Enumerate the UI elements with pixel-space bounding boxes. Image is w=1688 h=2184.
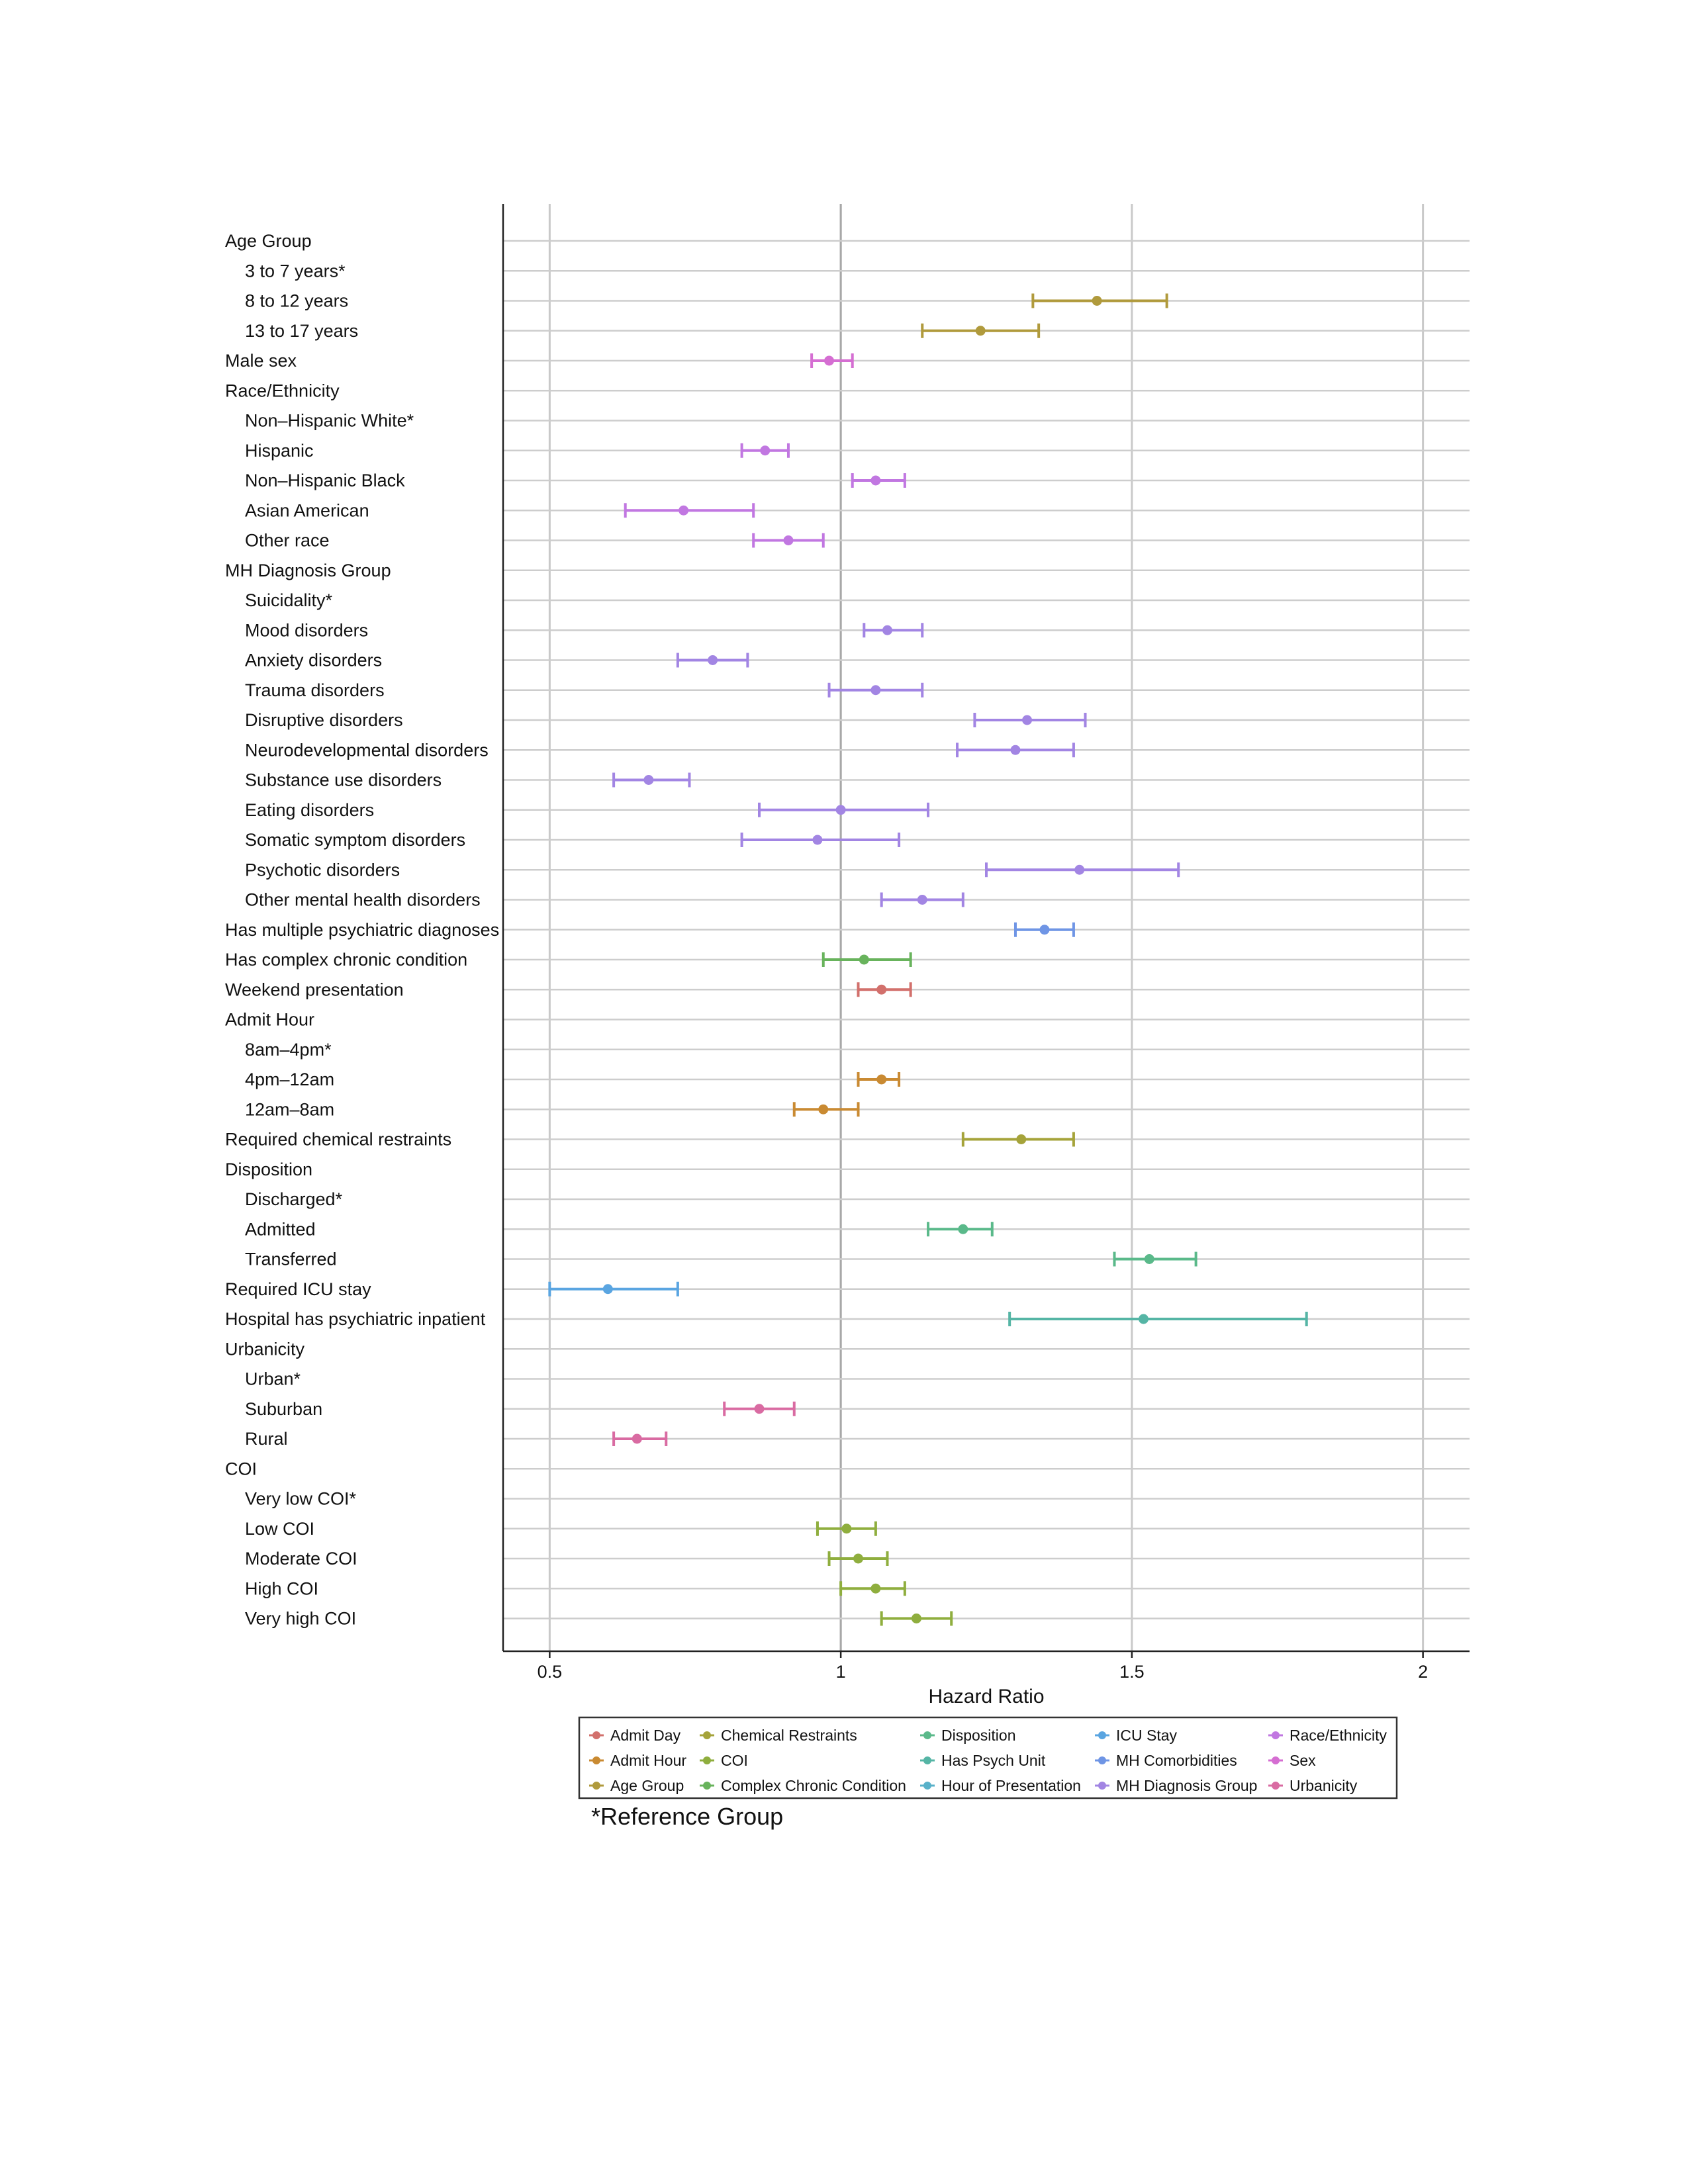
row-label-substance-use-disorders: Substance use disorders xyxy=(245,770,442,790)
point-estimate xyxy=(632,1434,642,1444)
row-label-transferred: Transferred xyxy=(245,1249,337,1269)
row-label-asian-american: Asian American xyxy=(245,500,369,521)
row-label-admitted: Admitted xyxy=(245,1219,316,1240)
row-label-psychotic-disorders: Psychotic disorders xyxy=(245,860,400,880)
point-estimate xyxy=(812,835,822,845)
row-label-race-ethnicity: Race/Ethnicity xyxy=(225,381,340,401)
point-estimate xyxy=(643,775,653,785)
estimate-disruptive-disorders xyxy=(974,713,1085,727)
estimate-non-hispanic-black xyxy=(853,473,905,488)
x-tick-label: 1 xyxy=(835,1662,846,1682)
point-estimate xyxy=(1010,745,1020,755)
estimate-substance-use-disorders xyxy=(614,773,689,788)
estimate-psychotic-disorders xyxy=(986,862,1178,877)
row-label-coi: COI xyxy=(225,1459,258,1479)
row-label-eating-disorders: Eating disorders xyxy=(245,799,375,820)
estimate-trauma-disorders xyxy=(829,683,923,698)
row-label-moderate-coi: Moderate COI xyxy=(245,1549,357,1569)
row-label-very-high-coi: Very high COI xyxy=(245,1608,357,1629)
row-label-age-group: Age Group xyxy=(225,231,312,251)
row-label-urbanicity: Urbanicity xyxy=(225,1339,305,1359)
legend-label: MH Diagnosis Group xyxy=(1116,1777,1258,1794)
grid-lines xyxy=(503,204,1470,1651)
legend xyxy=(579,1717,1397,1798)
legend-label: ICU Stay xyxy=(1116,1727,1178,1744)
row-labels xyxy=(225,231,499,1629)
legend-swatch-dot xyxy=(1098,1756,1106,1764)
legend-swatch-dot xyxy=(923,1731,931,1739)
legend-swatch-dot xyxy=(923,1782,931,1790)
point-estimate xyxy=(836,805,846,815)
estimate-admitted xyxy=(928,1222,992,1236)
point-estimate xyxy=(1039,925,1049,934)
point-estimate xyxy=(876,985,886,995)
point-estimate xyxy=(1092,296,1102,306)
row-label-anxiety-disorders: Anxiety disorders xyxy=(245,650,383,670)
point-estimate xyxy=(783,535,793,545)
estimate-8-to-12-years xyxy=(1033,294,1166,308)
legend-label: Complex Chronic Condition xyxy=(721,1777,906,1794)
row-label-has-complex-chronic-condition: Has complex chronic condition xyxy=(225,950,468,970)
point-estimate xyxy=(841,1524,851,1533)
legend-item-mh-comorbidities xyxy=(1095,1752,1237,1769)
point-estimate xyxy=(870,685,880,695)
row-label-8-to-12-years: 8 to 12 years xyxy=(245,291,349,311)
estimate-moderate-coi xyxy=(829,1551,888,1566)
x-tick-label: 0.5 xyxy=(537,1662,563,1682)
row-label-urban: Urban* xyxy=(245,1369,301,1389)
legend-swatch-dot xyxy=(1098,1731,1106,1739)
row-label-disruptive-disorders: Disruptive disorders xyxy=(245,710,403,730)
legend-label: Chemical Restraints xyxy=(721,1727,857,1744)
point-estimate xyxy=(882,625,892,635)
point-estimate xyxy=(870,476,880,486)
row-label-suburban: Suburban xyxy=(245,1398,323,1419)
estimate-hispanic xyxy=(742,443,788,458)
estimate-high-coi xyxy=(841,1581,905,1596)
point-estimate xyxy=(876,1075,886,1085)
x-tick-label: 2 xyxy=(1418,1662,1429,1682)
row-label-non-hispanic-black: Non–Hispanic Black xyxy=(245,471,405,490)
row-label-other-mental-health-disorders: Other mental health disorders xyxy=(245,889,481,910)
row-label-high-coi: High COI xyxy=(245,1578,319,1599)
legend-label: Urbanicity xyxy=(1289,1777,1358,1794)
estimate-has-complex-chronic-condition xyxy=(823,952,911,967)
x-axis-title: Hazard Ratio xyxy=(928,1686,1045,1707)
row-label-suicidality: Suicidality* xyxy=(245,590,333,610)
estimate-4pm-12am xyxy=(859,1072,900,1087)
row-label-neurodevelopmental-disorders: Neurodevelopmental disorders xyxy=(245,740,489,760)
row-label-12am-8am: 12am–8am xyxy=(245,1099,335,1120)
row-label-hospital-has-psychiatric-inpatient: Hospital has psychiatric inpatient xyxy=(225,1309,486,1329)
legend-swatch-dot xyxy=(592,1731,600,1739)
legend-label: Has Psych Unit xyxy=(941,1752,1046,1769)
point-estimate xyxy=(859,955,869,965)
row-label-non-hispanic-white: Non–Hispanic White* xyxy=(245,410,414,431)
x-tick-label: 1.5 xyxy=(1119,1662,1145,1682)
point-estimate xyxy=(1016,1134,1026,1144)
point-estimate xyxy=(1139,1314,1149,1324)
row-label-required-icu-stay: Required ICU stay xyxy=(225,1279,371,1299)
row-label-has-multiple-psychiatric-diagnoses: Has multiple psychiatric diagnoses xyxy=(225,919,500,940)
estimate-other-race xyxy=(753,533,823,548)
legend-label: Age Group xyxy=(610,1777,684,1794)
legend-label: Sex xyxy=(1289,1752,1316,1769)
row-label-somatic-symptom-disorders: Somatic symptom disorders xyxy=(245,830,466,850)
estimate-weekend-presentation xyxy=(859,982,911,997)
row-label-discharged: Discharged* xyxy=(245,1189,343,1209)
legend-label: Race/Ethnicity xyxy=(1289,1727,1387,1744)
estimate-other-mental-health-disorders xyxy=(882,893,963,907)
row-label-weekend-presentation: Weekend presentation xyxy=(225,979,404,1000)
legend-label: Admit Hour xyxy=(610,1752,687,1769)
estimate-rural xyxy=(614,1432,666,1446)
legend-item-chemical-restraints xyxy=(700,1727,857,1744)
legend-swatch-dot xyxy=(1272,1782,1280,1790)
estimate-required-icu-stay xyxy=(549,1282,677,1297)
legend-swatch-dot xyxy=(1098,1782,1106,1790)
estimate-anxiety-disorders xyxy=(678,653,748,668)
legend-label: Hour of Presentation xyxy=(941,1777,1081,1794)
point-estimate xyxy=(818,1105,828,1115)
estimate-hospital-has-psychiatric-inpatient xyxy=(1009,1312,1307,1326)
row-label-rural: Rural xyxy=(245,1429,288,1449)
legend-swatch-dot xyxy=(703,1782,711,1790)
estimate-12am-8am xyxy=(794,1102,859,1116)
row-label-other-race: Other race xyxy=(245,530,330,551)
estimate-neurodevelopmental-disorders xyxy=(957,743,1074,757)
point-estimate xyxy=(760,445,770,455)
point-estimate xyxy=(912,1614,921,1623)
axes xyxy=(503,204,1470,1682)
row-label-mh-diagnosis-group: MH Diagnosis Group xyxy=(225,560,391,580)
reference-group-footnote: *Reference Group xyxy=(591,1803,784,1830)
point-estimate xyxy=(824,356,834,366)
row-label-admit-hour: Admit Hour xyxy=(225,1009,315,1030)
row-label-disposition: Disposition xyxy=(225,1159,313,1179)
legend-item-complex-chronic-condition xyxy=(700,1777,906,1794)
point-estimate xyxy=(754,1404,764,1414)
point-estimate xyxy=(1074,865,1084,875)
legend-item-hour-of-presentation xyxy=(920,1777,1081,1794)
row-label-male-sex: Male sex xyxy=(225,351,297,371)
row-label-8am-4pm: 8am–4pm* xyxy=(245,1039,332,1060)
point-estimate xyxy=(1145,1254,1154,1264)
estimate-transferred xyxy=(1114,1252,1196,1267)
row-label-very-low-coi: Very low COI* xyxy=(245,1488,357,1509)
estimate-suburban xyxy=(724,1402,794,1416)
point-estimate xyxy=(603,1284,613,1294)
legend-item-mh-diagnosis-group xyxy=(1095,1777,1257,1794)
point-estimate xyxy=(1022,715,1032,725)
row-label-hispanic: Hispanic xyxy=(245,440,314,461)
estimate-low-coi xyxy=(818,1522,876,1536)
point-estimate xyxy=(708,655,718,665)
point-estimate xyxy=(870,1584,880,1594)
estimate-male-sex xyxy=(812,353,853,368)
legend-label: Disposition xyxy=(941,1727,1016,1744)
legend-swatch-dot xyxy=(703,1731,711,1739)
legend-swatch-dot xyxy=(923,1756,931,1764)
estimate-eating-disorders xyxy=(759,803,928,817)
estimate-somatic-symptom-disorders xyxy=(742,833,899,847)
row-label-4pm-12am: 4pm–12am xyxy=(245,1069,335,1089)
row-label-required-chemical-restraints: Required chemical restraints xyxy=(225,1129,452,1150)
legend-swatch-dot xyxy=(1272,1756,1280,1764)
point-estimate xyxy=(917,895,927,905)
row-label-13-to-17-years: 13 to 17 years xyxy=(245,320,359,341)
legend-swatch-dot xyxy=(1272,1731,1280,1739)
legend-label: Admit Day xyxy=(610,1727,681,1744)
point-estimate xyxy=(976,326,986,336)
row-label-low-coi: Low COI xyxy=(245,1518,315,1539)
estimate-has-multiple-psychiatric-diagnoses xyxy=(1015,923,1074,937)
row-label-3-to-7-years: 3 to 7 years* xyxy=(245,261,346,281)
legend-label: MH Comorbidities xyxy=(1116,1752,1237,1769)
row-label-trauma-disorders: Trauma disorders xyxy=(245,680,385,700)
point-estimate xyxy=(853,1554,863,1564)
estimate-required-chemical-restraints xyxy=(963,1132,1074,1147)
estimate-mood-disorders xyxy=(864,623,922,637)
legend-swatch-dot xyxy=(592,1756,600,1764)
legend-swatch-dot xyxy=(703,1756,711,1764)
point-estimate xyxy=(679,506,688,516)
row-label-mood-disorders: Mood disorders xyxy=(245,620,369,641)
estimate-very-high-coi xyxy=(882,1612,952,1626)
point-estimate xyxy=(958,1224,968,1234)
legend-swatch-dot xyxy=(592,1782,600,1790)
estimate-13-to-17-years xyxy=(922,324,1039,338)
legend-label: COI xyxy=(721,1752,748,1769)
estimate-asian-american xyxy=(626,503,753,518)
